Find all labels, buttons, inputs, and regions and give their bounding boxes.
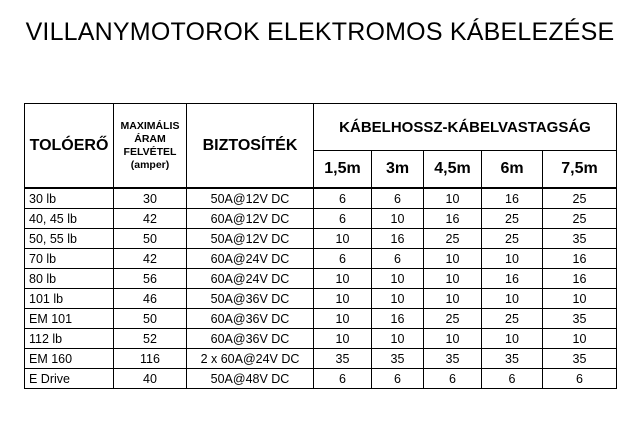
thrust-cell: 70 lb <box>25 249 114 269</box>
header-cable-group: KÁBELHOSSZ-KÁBELVASTAGSÁG <box>314 104 617 151</box>
gauge-cell: 16 <box>482 188 543 209</box>
header-thrust: TOLÓERŐ <box>25 104 114 189</box>
current-cell: 42 <box>114 209 187 229</box>
gauge-cell: 10 <box>424 188 482 209</box>
gauge-cell: 35 <box>314 349 372 369</box>
thrust-cell: 50, 55 lb <box>25 229 114 249</box>
gauge-cell: 25 <box>424 229 482 249</box>
gauge-cell: 6 <box>372 369 424 389</box>
header-max-current-line: FELVÉTEL <box>123 145 177 158</box>
thrust-cell: 40, 45 lb <box>25 209 114 229</box>
table-row <box>25 349 617 369</box>
fuse-cell: 60A@36V DC <box>187 329 314 349</box>
table-row <box>25 309 617 329</box>
gauge-cell: 35 <box>543 309 617 329</box>
gauge-cell: 16 <box>424 209 482 229</box>
thrust-cell: 30 lb <box>25 188 114 209</box>
fuse-cell: 50A@48V DC <box>187 369 314 389</box>
thrust-cell: E Drive <box>25 369 114 389</box>
gauge-cell: 25 <box>543 209 617 229</box>
gauge-cell: 10 <box>314 289 372 309</box>
gauge-cell: 10 <box>482 329 543 349</box>
fuse-cell: 60A@12V DC <box>187 209 314 229</box>
table-row <box>25 209 617 229</box>
header-length: 7,5m <box>543 151 617 189</box>
current-cell: 42 <box>114 249 187 269</box>
gauge-cell: 6 <box>482 369 543 389</box>
current-cell: 40 <box>114 369 187 389</box>
gauge-cell: 25 <box>482 209 543 229</box>
gauge-cell: 6 <box>372 249 424 269</box>
gauge-cell: 10 <box>372 289 424 309</box>
gauge-cell: 25 <box>543 188 617 209</box>
gauge-cell: 10 <box>543 329 617 349</box>
gauge-cell: 16 <box>372 309 424 329</box>
gauge-cell: 25 <box>424 309 482 329</box>
header-max-current-line: ÁRAM <box>134 132 166 145</box>
gauge-cell: 25 <box>482 229 543 249</box>
gauge-cell: 10 <box>314 329 372 349</box>
gauge-cell: 10 <box>314 229 372 249</box>
page-title: VILLANYMOTOROK ELEKTROMOS KÁBELEZÉSE <box>25 18 615 46</box>
gauge-cell: 25 <box>482 309 543 329</box>
header-max-current-line: MAXIMÁLIS <box>120 119 180 132</box>
thrust-cell: 112 lb <box>25 329 114 349</box>
gauge-cell: 10 <box>314 269 372 289</box>
table-row <box>25 289 617 309</box>
thrust-cell: 101 lb <box>25 289 114 309</box>
gauge-cell: 35 <box>543 349 617 369</box>
gauge-cell: 10 <box>424 249 482 269</box>
gauge-cell: 10 <box>372 269 424 289</box>
header-max-current-line: (amper) <box>130 158 170 171</box>
gauge-cell: 6 <box>424 369 482 389</box>
header-length: 4,5m <box>424 151 482 189</box>
gauge-cell: 10 <box>424 269 482 289</box>
gauge-cell: 10 <box>372 209 424 229</box>
thrust-cell: 80 lb <box>25 269 114 289</box>
table-row <box>25 369 617 389</box>
gauge-cell: 6 <box>372 188 424 209</box>
fuse-cell: 50A@12V DC <box>187 229 314 249</box>
gauge-cell: 10 <box>424 289 482 309</box>
cable-table <box>24 103 617 389</box>
gauge-cell: 6 <box>314 188 372 209</box>
gauge-cell: 16 <box>543 269 617 289</box>
header-length: 6m <box>482 151 543 189</box>
table-row <box>25 249 617 269</box>
table-row <box>25 329 617 349</box>
gauge-cell: 6 <box>543 369 617 389</box>
gauge-cell: 35 <box>372 349 424 369</box>
gauge-cell: 35 <box>424 349 482 369</box>
gauge-cell: 10 <box>482 249 543 269</box>
header-length: 1,5m <box>314 151 372 189</box>
gauge-cell: 10 <box>482 289 543 309</box>
current-cell: 52 <box>114 329 187 349</box>
header-fuse: BIZTOSÍTÉK <box>187 104 314 189</box>
fuse-cell: 60A@24V DC <box>187 269 314 289</box>
gauge-cell: 10 <box>314 309 372 329</box>
current-cell: 116 <box>114 349 187 369</box>
thrust-cell: EM 160 <box>25 349 114 369</box>
table-row <box>25 188 617 209</box>
thrust-cell: EM 101 <box>25 309 114 329</box>
gauge-cell: 16 <box>482 269 543 289</box>
gauge-cell: 16 <box>372 229 424 249</box>
header-length: 3m <box>372 151 424 189</box>
fuse-cell: 60A@36V DC <box>187 309 314 329</box>
current-cell: 30 <box>114 188 187 209</box>
current-cell: 46 <box>114 289 187 309</box>
table-row <box>25 229 617 249</box>
fuse-cell: 50A@36V DC <box>187 289 314 309</box>
current-cell: 56 <box>114 269 187 289</box>
gauge-cell: 10 <box>543 289 617 309</box>
gauge-cell: 35 <box>482 349 543 369</box>
fuse-cell: 2 x 60A@24V DC <box>187 349 314 369</box>
current-cell: 50 <box>114 229 187 249</box>
gauge-cell: 6 <box>314 369 372 389</box>
gauge-cell: 10 <box>372 329 424 349</box>
current-cell: 50 <box>114 309 187 329</box>
gauge-cell: 10 <box>424 329 482 349</box>
gauge-cell: 6 <box>314 209 372 229</box>
fuse-cell: 60A@24V DC <box>187 249 314 269</box>
fuse-cell: 50A@12V DC <box>187 188 314 209</box>
gauge-cell: 6 <box>314 249 372 269</box>
table-row <box>25 269 617 289</box>
gauge-cell: 16 <box>543 249 617 269</box>
header-max-current <box>114 104 187 189</box>
gauge-cell: 35 <box>543 229 617 249</box>
